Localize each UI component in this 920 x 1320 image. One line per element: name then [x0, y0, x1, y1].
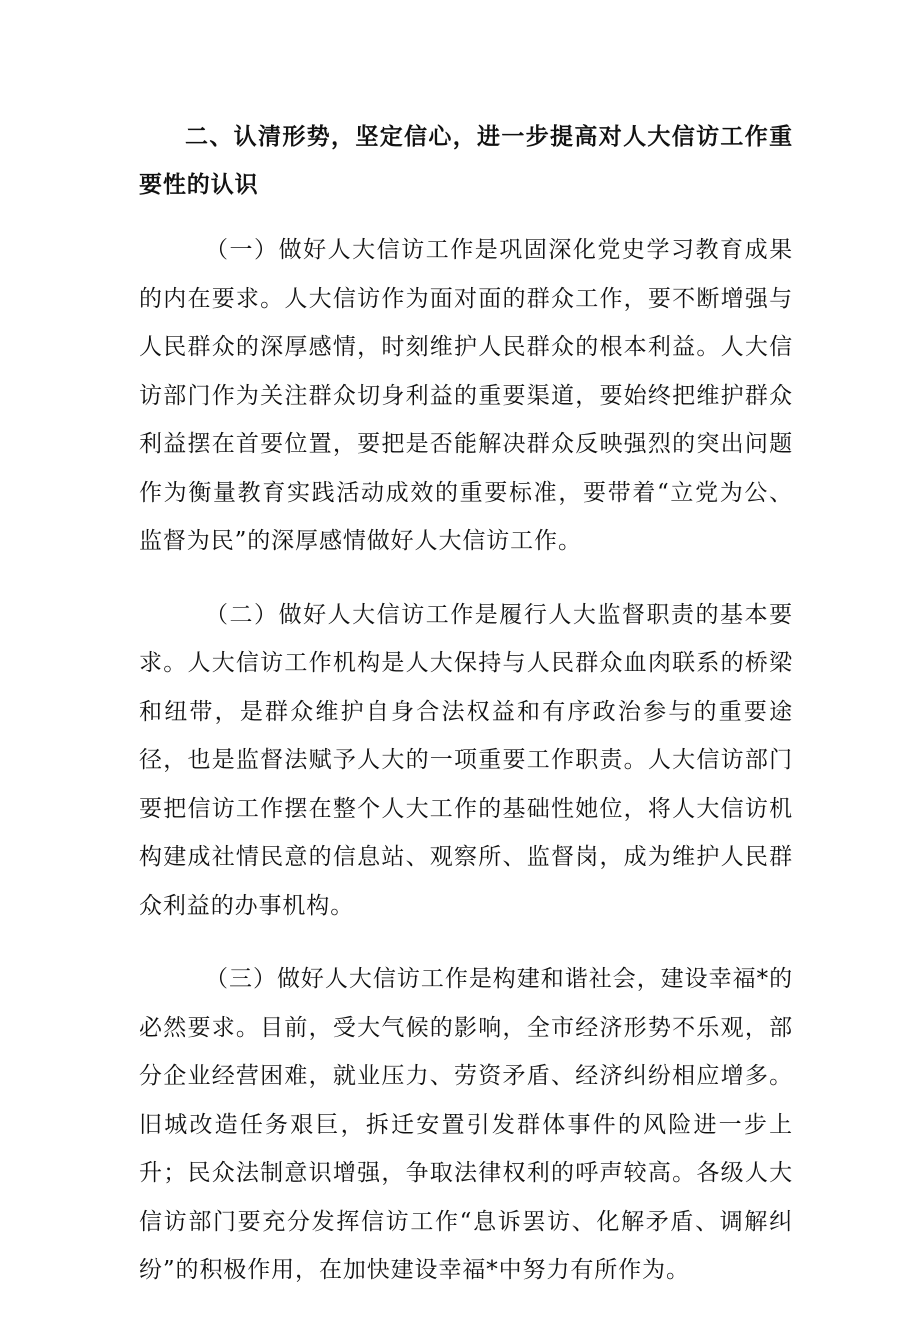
paragraph-3: （三）做好人大信访工作是构建和谐社会，建设幸福*的必然要求。目前，受大气候的影响，全市经济形势不乐观，部分企业经营困难，就业压力、劳资矛盾、经济纠纷相应增多。旧城改造任务艰巨，拆迁安置引发群体事件的风险进一步上升；民众法制意识增强，争取法律权利的呼声较高。各级人大信访部门要充分发挥信访工作“息诉罢访、化解矛盾、调解纠纷”的积极作用，在加快建设幸福*中努力有所作为。 [139, 966, 793, 1283]
document-body [139, 113, 793, 1320]
paragraph-2: （二）做好人大信访工作是履行人大监督职责的基本要求。人大信访工作机构是人大保持与人民群众血肉联系的桥梁和纽带，是群众维护自身合法权益和有序政治参与的重要途径，也是监督法赋予人大的一项重要工作职责。人大信访部门要把信访工作摆在整个人大工作的基础性她位，将人大信访机构建成社情民意的信息站、观察所、监督岗，成为维护人民群众利益的办事机构。 [139, 601, 793, 919]
paragraph-1: （一）做好人大信访工作是巩固深化党史学习教育成果的内在要求。人大信访作为面对面的群众工作，要不断增强与人民群众的深厚感情，时刻维护人民群众的根本利益。人大信访部门作为关注群众切身利益的重要渠道，要始终把维护群众利益摆在首要位置，要把是否能解决群众反映强烈的突出问题作为衡量教育实践活动成效的重要标准，要带着“立党为公、监督为民”的深厚感情做好人大信访工作。 [139, 237, 793, 554]
section-heading: 二、认清形势，坚定信心，进一步提高对人大信访工作重要性的认识 [139, 124, 793, 198]
